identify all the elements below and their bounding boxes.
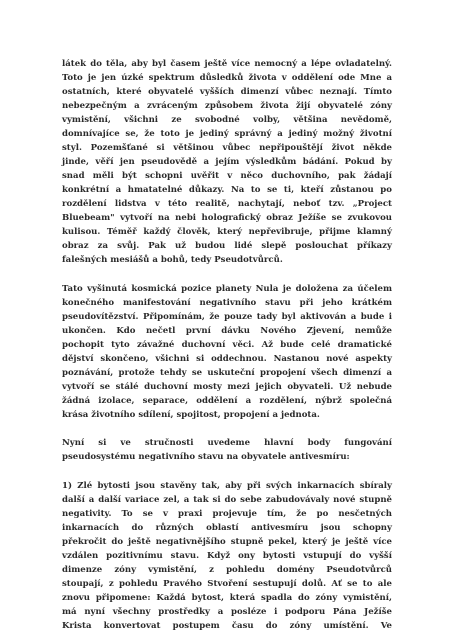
text-line: další a další variace zel, a tak si do sebe zabudovávaly nové stupně [62,494,392,505]
text-line: látek do těla, aby byl časem ještě více nemocný a lépe ovladatelný. [62,59,392,69]
text-line: žádná izolace, separace, oddělení a rozdělení, nýbrž společná [62,395,392,406]
text-line: 1) Zlé bytosti jsou stavěny tak, aby při svých inkarnacích sbíraly [62,480,392,491]
text-line: nebezpečným a zvráceným způsobem života žijí obyvatelé zóny [62,101,392,112]
text-line: pochopit tyto závažné duchovní věci. Až bude celé dramatické [62,339,392,350]
text-line: konkrétní a hmatatelné důkazy. Na to se ti, kteří zůstanou po [62,185,392,196]
paragraph-4 [62,479,392,633]
text-line: inkarnacích do různých oblastí antivesmíru jsou schopny [62,522,392,533]
text-line: ostatních, které obyvatelé vyšších dimenzí vůbec neznají. Tímto [62,87,392,98]
text-line: Bluebeam" vytvoří na nebi holografický obraz Ježíše se zvukovou [62,213,392,224]
paragraph-1 [62,57,392,267]
text-line: dimenze zóny vymistění, z pohledu domény Pseudotvůrců [62,565,392,576]
text-line: Nyní si ve stručnosti uvedeme hlavní body fungování [62,438,392,449]
text-line: poznávání, protože tehdy se uskuteční propojení všech dimenzí a [62,367,392,378]
text-line: překročit do ještě negativnějšího stupně pekel, který je ještě více [62,536,392,547]
text-line: Toto je jen úzké spektrum důsledků života v oddělení ode Mne a [62,73,392,84]
text-line: dějství skončeno, všichni si oddechnou. Nastanou nové aspekty [62,353,392,364]
text-line: pseudosystému negativního stavu na obyvatele antivesmíru: [62,452,350,463]
text-line: krása životního sdílení, spojitost, propojení a jednota. [62,409,320,420]
text-line: pseudovítězství. Připomínám, že pouze tady byl aktivován a bude i [62,311,392,322]
text-line: znovu připomene: Každá bytost, která spadla do zóny vymistění, [62,593,392,604]
text-line: vzdálen pozitivnímu stavu. Když ony bytosti vstupují do vyšší [62,551,392,561]
text-line: konečného manifestování negativního stavu při jeho krátkém [62,297,392,308]
text-line: ukončen. Kdo nečetl první dávku Nového Zjevení, nemůže [62,325,392,336]
paragraph-spacer [62,422,392,437]
document-body [62,57,392,633]
text-line: vytvoří se stálé duchovní mosty mezi jejich obyvateli. Už nebude [62,381,392,392]
text-line: vymistění, všichni ze svobodné volby, většina nevědomě, [62,115,392,126]
text-line: kulisou. Téměř každý člověk, který nepřevibruje, přijme klamný [62,227,392,238]
text-line: stoupají, z pohledu Pravého Stvoření sestupují dolů. Ať se to ale [62,579,392,590]
text-line: jinde, věří jen pseudovědě a jejím výsledkům bádání. Pokud by [62,157,392,168]
paragraph-3 [62,436,392,464]
text-line: rozdělení lidstva v této realitě, nachytají, neboť tzv. „Project [62,199,392,210]
text-line: negativity. To se v praxi projevuje tím, že po nesčetných [62,508,392,519]
text-line: styl. Pozemšťané si většinou vůbec nepřipouštějí život někde [62,143,392,154]
text-line: snad měli být schopni uvěřit v něco duchovního, pak žádají [62,171,392,182]
text-line: Krista konvertovat postupem času do zóny umístění. Ve [62,621,392,632]
text-line: má nyní všechny prostředky a posléze i podporu Pána Ježíše [62,607,392,618]
text-line: domnívajíce se, že toto je jediný správný a jediný možný životní [62,129,392,140]
paragraph-spacer [62,464,392,479]
paragraph-2 [62,282,392,422]
paragraph-spacer [62,267,392,282]
text-line: obraz za svůj. Pak už budou lidé slepě poslouchat příkazy [62,241,392,252]
text-line: Tato vyšinutá kosmická pozice planety Nula je doložena za účelem [62,283,392,294]
text-line: falešných mesiášů a bohů, tedy Pseudotvůrců. [62,255,283,266]
